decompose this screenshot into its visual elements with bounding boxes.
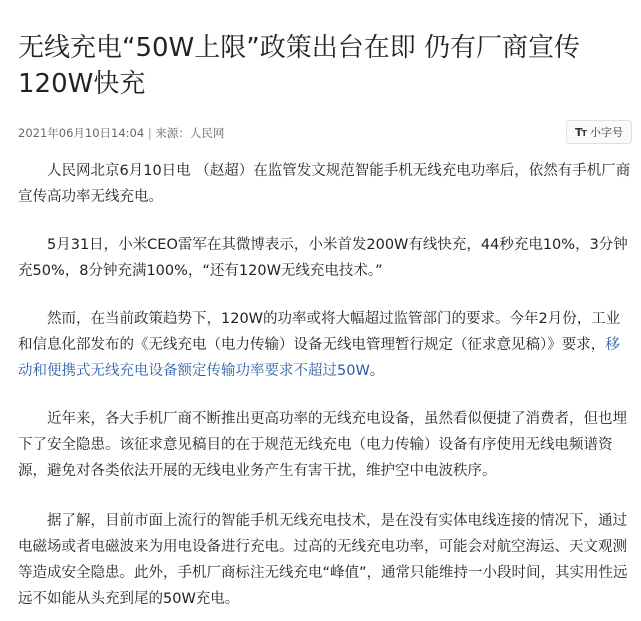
paragraph-3: 然而，在当前政策趋势下，120W的功率或将大幅超过监管部门的要求。今年2月份，工业和信息化部发布的《无线充电（电力传输）设备无线电管理暂行规定（征求意见稿）》要求，移动和便携式无线充电设备额定传输功率要求不超过50W。: [18, 311, 621, 379]
publish-datetime: 2021年06月10日14:04: [18, 126, 145, 140]
text-size-icon: TT: [575, 125, 586, 139]
article-meta: [18, 125, 224, 141]
font-size-button[interactable]: [566, 120, 632, 144]
meta-separator: |: [147, 126, 152, 140]
font-size-label: 小字号: [590, 126, 623, 139]
policy-link[interactable]: 移动和便携式无线充电设备额定传输功率要求不超过50W: [18, 337, 620, 379]
paragraph-1: 人民网北京6月10日电 （赵超）在监管发文规范智能手机无线充电功率后，依然有手机厂商宣传高功率无线充电。: [18, 163, 631, 205]
paragraph-5: 据了解，目前市面上流行的智能手机无线充电技术，是在没有实体电线连接的情况下，通过电磁场或者电磁波来为用电设备进行充电。过高的无线充电功率，可能会对航空海运、天文观测等造成安全隐患。此外，手机厂商标注无线充电“峰值”，通常只能维持一小段时间，其实用性远远不如能从头充到尾的50W充电。: [18, 513, 628, 607]
article-source: 来源：人民网: [155, 126, 225, 140]
paragraph-4: 近年来，各大手机厂商不断推出更高功率的无线充电设备，虽然看似便捷了消费者，但也埋下了安全隐患。该征求意见稿目的在于规范无线充电（电力传输）设备有序使用无线电频谱资源，避免对各类依法开展的无线电业务产生有害干扰，维护空中电波秩序。: [18, 411, 627, 479]
article-title: 无线充电“50W上限”政策出台在即 仍有厂商宣传120W快充: [18, 33, 580, 99]
article-meta-row: [18, 120, 632, 146]
paragraph-2: 5月31日，小米CEO雷军在其微博表示，小米首发200W有线快充，44秒充电10%，3分钟充50%，8分钟充满100%，“还有120W无线充电技术。”: [18, 237, 628, 279]
